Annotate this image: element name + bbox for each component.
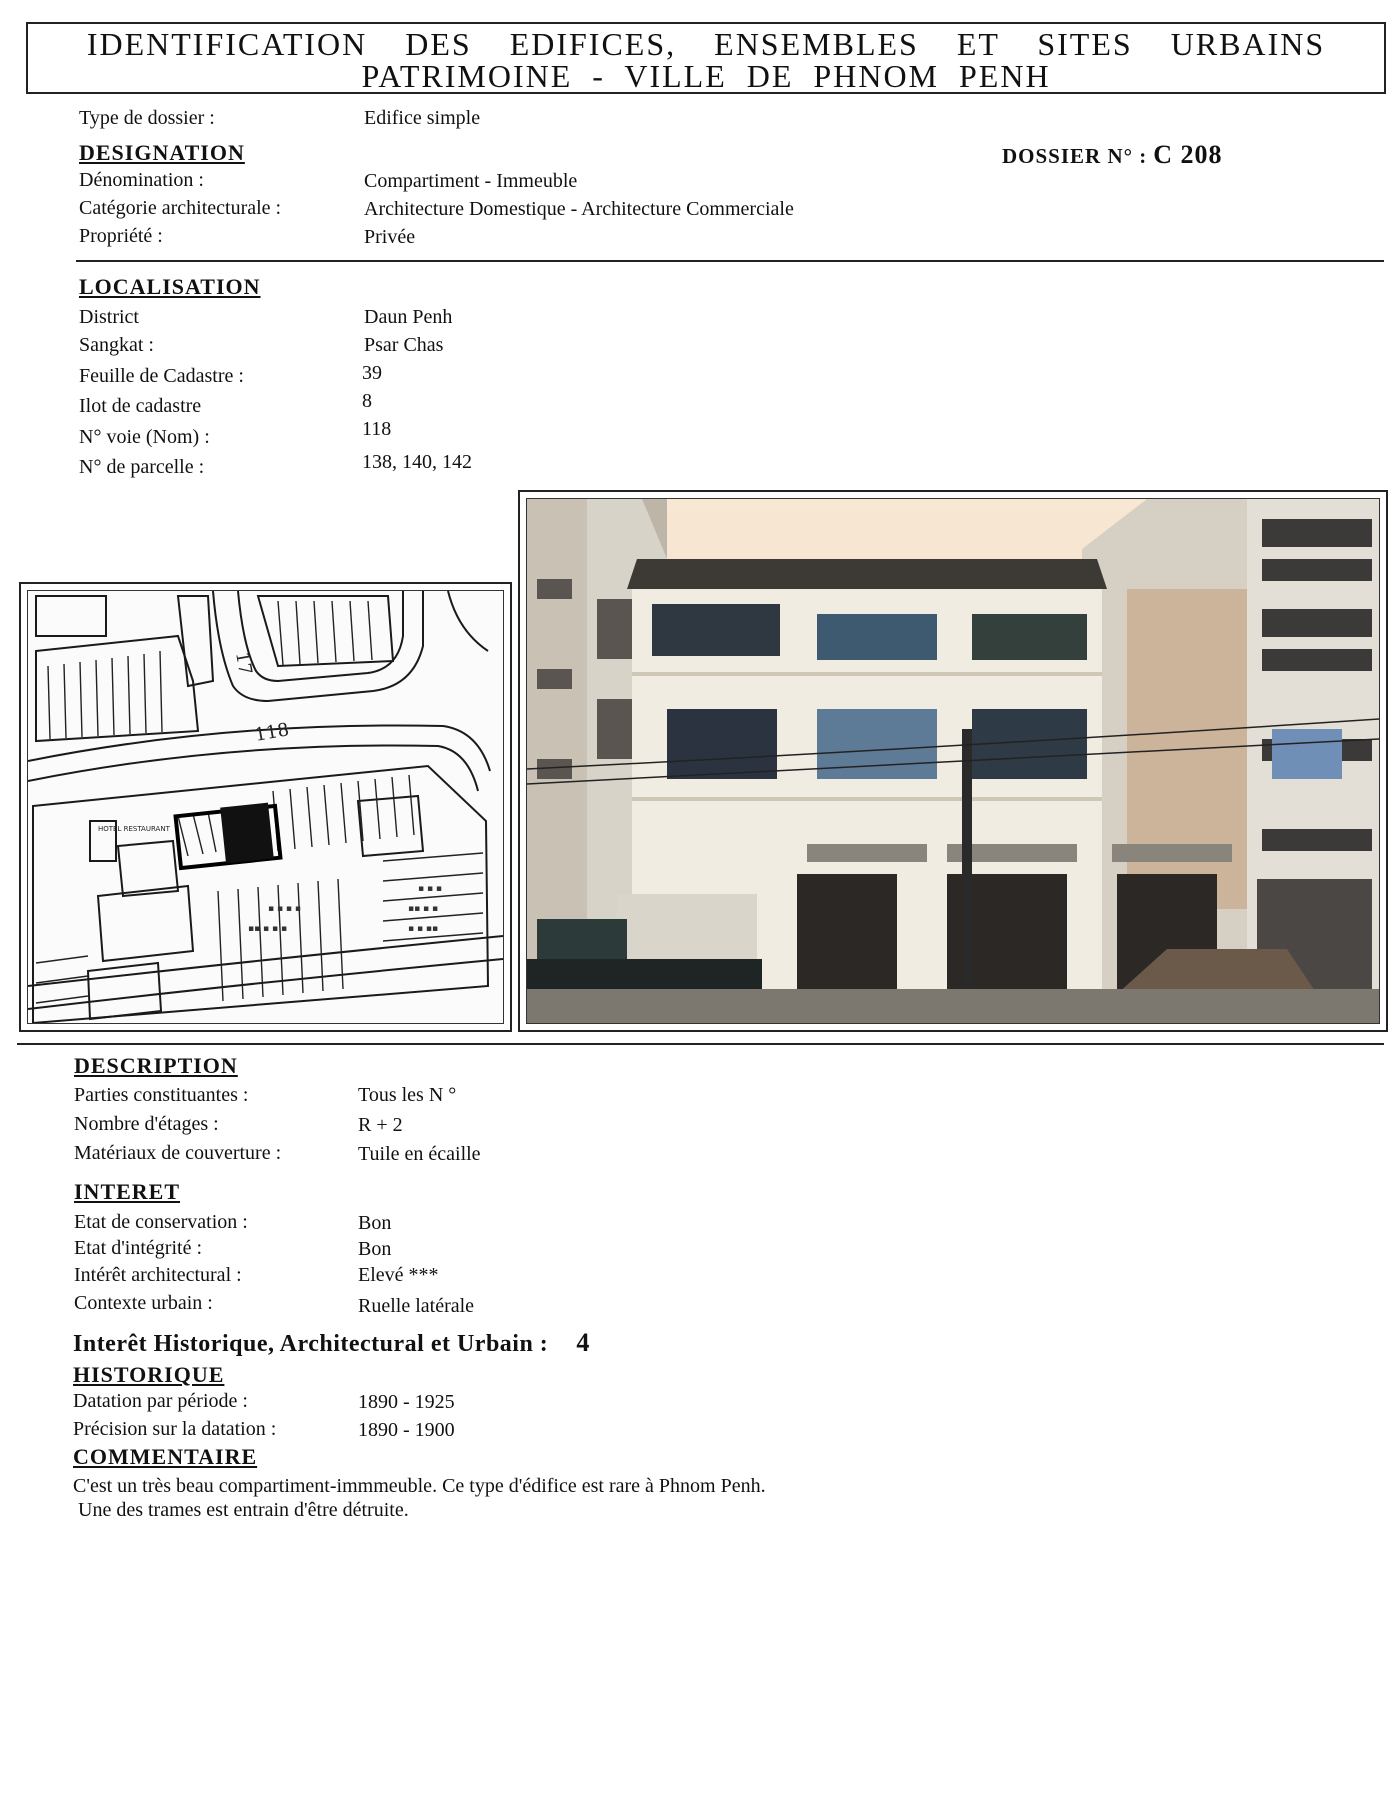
building-photo-image xyxy=(527,499,1379,1023)
designation-label-0: Dénomination : xyxy=(79,169,204,191)
localisation-label-2: Feuille de Cadastre : xyxy=(79,365,244,387)
commentaire-line-1: C'est un très beau compartiment-immmeuble. Ce type d'édifice est rare à Phnom Penh. xyxy=(73,1475,766,1497)
header-line-2: PATRIMOINE - VILLE DE PHNOM PENH xyxy=(361,58,1051,94)
document-header xyxy=(26,22,1386,94)
historique-label-1: Précision sur la datation : xyxy=(73,1418,277,1440)
dossier-number-label: DOSSIER N° : xyxy=(1002,144,1148,168)
svg-text:▪▪ ▪ ▪: ▪▪ ▪ ▪ xyxy=(408,904,439,914)
interet-total-score: 4 xyxy=(576,1328,590,1357)
description-value-1: R + 2 xyxy=(358,1114,403,1136)
svg-text:▪ ▪ ▪: ▪ ▪ ▪ xyxy=(418,884,443,894)
interet-label-0: Etat de conservation : xyxy=(74,1211,248,1233)
description-label-1: Nombre d'étages : xyxy=(74,1113,219,1135)
designation-title: DESIGNATION xyxy=(79,140,245,165)
header-line-1: IDENTIFICATION DES EDIFICES, ENSEMBLES ET SITES URBAINS xyxy=(86,26,1326,62)
localisation-value-1: Psar Chas xyxy=(364,334,444,356)
historique-title: HISTORIQUE xyxy=(73,1362,225,1387)
designation-label-2: Propriété : xyxy=(79,225,163,247)
building-photo-frame xyxy=(518,490,1388,1032)
description-value-0: Tous les N ° xyxy=(358,1084,457,1106)
localisation-label-1: Sangkat : xyxy=(79,334,154,356)
localisation-value-0: Daun Penh xyxy=(364,306,453,328)
interet-value-2: Elevé *** xyxy=(358,1264,439,1286)
commentaire-title: COMMENTAIRE xyxy=(73,1444,258,1469)
localisation-value-5: 138, 140, 142 xyxy=(362,451,472,473)
historique-label-0: Datation par période : xyxy=(73,1390,248,1412)
interet-total xyxy=(73,1328,590,1358)
map-street-118: 118 xyxy=(253,719,291,746)
description-value-2: Tuile en écaille xyxy=(358,1143,481,1165)
dossier-number-value: C 208 xyxy=(1153,140,1223,169)
historique-value-0: 1890 - 1925 xyxy=(358,1391,455,1413)
localisation-value-3: 8 xyxy=(362,390,372,412)
map-hotel-label: HOTEL RESTAURANT xyxy=(98,825,170,833)
localisation-label-5: N° de parcelle : xyxy=(79,456,205,478)
dossier-type-label: Type de dossier : xyxy=(79,107,215,129)
interet-label-3: Contexte urbain : xyxy=(74,1292,213,1314)
interet-label-2: Intérêt architectural : xyxy=(74,1264,242,1286)
dossier-type-value: Edifice simple xyxy=(364,107,481,129)
designation-value-2: Privée xyxy=(364,226,416,248)
cadastre-map-frame xyxy=(19,582,512,1032)
svg-text:▪ ▪ ▪▪: ▪ ▪ ▪▪ xyxy=(408,924,439,934)
interet-label-1: Etat d'intégrité : xyxy=(74,1237,203,1259)
designation-label-1: Catégorie architecturale : xyxy=(79,197,282,219)
designation-value-0: Compartiment - Immeuble xyxy=(364,170,578,192)
section-divider-2 xyxy=(17,1043,1384,1045)
interet-title: INTERET xyxy=(74,1179,181,1204)
interet-value-0: Bon xyxy=(358,1212,392,1234)
localisation-value-4: 118 xyxy=(362,418,392,440)
localisation-value-2: 39 xyxy=(362,362,382,384)
localisation-title: LOCALISATION xyxy=(79,274,261,299)
localisation-label-0: District xyxy=(79,306,139,328)
description-label-2: Matériaux de couverture : xyxy=(74,1142,282,1164)
cadastre-map xyxy=(27,590,504,1024)
section-divider xyxy=(76,260,1384,262)
cadastre-map-drawing xyxy=(28,591,503,1023)
designation-value-1: Architecture Domestique - Architecture Commerciale xyxy=(364,198,794,220)
description-label-0: Parties constituantes : xyxy=(74,1084,249,1106)
map-annotation xyxy=(98,825,171,833)
svg-text:▪ ▪ ▪ ▪: ▪ ▪ ▪ ▪ xyxy=(268,904,301,914)
historique-value-1: 1890 - 1900 xyxy=(358,1419,455,1441)
localisation-label-4: N° voie (Nom) : xyxy=(79,426,210,448)
building-photo xyxy=(526,498,1380,1024)
dossier-number xyxy=(1002,140,1223,170)
svg-text:▪▪ ▪ ▪ ▪: ▪▪ ▪ ▪ ▪ xyxy=(248,924,288,934)
commentaire-line-2: Une des trames est entrain d'être détruite. xyxy=(78,1499,409,1521)
map-street-17: 17 xyxy=(231,650,256,677)
interet-value-3: Ruelle latérale xyxy=(358,1295,475,1317)
interet-total-label: Interêt Historique, Architectural et Urbain : xyxy=(73,1331,549,1357)
description-title: DESCRIPTION xyxy=(74,1053,238,1078)
interet-value-1: Bon xyxy=(358,1238,392,1260)
localisation-label-3: Ilot de cadastre xyxy=(79,395,202,417)
